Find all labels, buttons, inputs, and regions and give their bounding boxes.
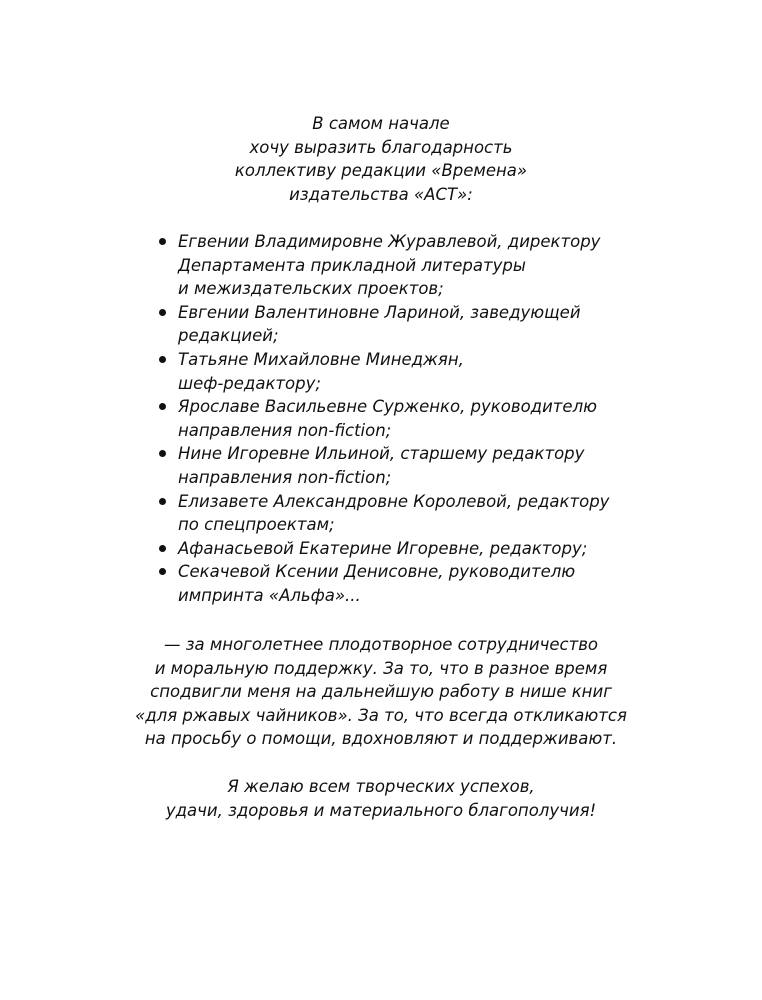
closing-line: «для ржавых чайников». За то, что всегда откликаются <box>135 705 627 725</box>
wish-paragraph <box>0 775 762 822</box>
closing-line: — за многолетнее плодотворное сотрудничество <box>163 635 599 654</box>
bullet-icon <box>159 403 166 410</box>
bullet-icon <box>159 568 166 575</box>
list-item-line: Егвении Владимировне Журавлевой, директору <box>178 232 601 251</box>
closing-line: на просьбу о помощи, вдохновляют и поддерживают. <box>144 729 618 749</box>
list-item-line: редакцией; <box>178 326 279 346</box>
list-item-line: Ярославе Васильевне Сурженко, руководителю <box>178 397 598 417</box>
list-item-line: Елизавете Александровне Королевой, редактору <box>178 491 610 511</box>
list-item-line: Афанасьевой Екатерине Игоревне, редактору; <box>178 538 588 558</box>
intro-line: В самом начале <box>312 114 450 133</box>
bullet-icon <box>159 238 166 245</box>
list-item-line: и межиздательских проектов; <box>178 279 444 299</box>
bullet-icon <box>159 545 166 552</box>
wish-line: удачи, здоровья и материального благополучия! <box>165 800 597 820</box>
list-item-line: Евгении Валентиновне Лариной, заведующей <box>178 302 581 322</box>
list-item <box>0 301 762 348</box>
list-item <box>0 230 762 301</box>
list-item-line: импринта «Альфа»... <box>178 585 361 605</box>
intro-line: издательства «АСТ»: <box>289 184 473 204</box>
intro-line: хочу выразить благодарность <box>249 137 513 157</box>
thanks-list <box>0 230 762 608</box>
list-item <box>0 490 762 537</box>
closing-paragraph <box>0 633 762 751</box>
bullet-icon <box>159 309 166 316</box>
wish-line: Я желаю всем творческих успехов, <box>227 777 535 796</box>
list-item-line: Татьяне Михайловне Минеджян, <box>178 349 464 369</box>
intro-paragraph <box>0 112 762 206</box>
list-item <box>0 560 762 607</box>
intro-line: коллективу редакции «Времена» <box>234 161 528 181</box>
closing-line: и моральную поддержку. За то, что в разное время <box>154 658 608 678</box>
list-item-line: Департамента прикладной литературы <box>178 255 526 275</box>
list-item <box>0 395 762 442</box>
list-item-line: направления non-fiction; <box>178 467 392 487</box>
list-item <box>0 537 762 561</box>
bullet-icon <box>159 450 166 457</box>
list-item <box>0 442 762 489</box>
list-item-line: Секачевой Ксении Денисовне, руководителю <box>178 562 576 582</box>
bullet-icon <box>159 356 166 363</box>
list-item-line: направления non-fiction; <box>178 420 392 440</box>
list-item-line: по спецпроектам; <box>178 515 335 535</box>
closing-line: сподвигли меня на дальнейшую работу в нише книг <box>150 682 612 702</box>
bullet-icon <box>159 498 166 505</box>
list-item-line: шеф-редактору; <box>178 373 321 393</box>
list-item-line: Нине Игоревне Ильиной, старшему редактору <box>178 444 585 464</box>
list-item <box>0 348 762 395</box>
